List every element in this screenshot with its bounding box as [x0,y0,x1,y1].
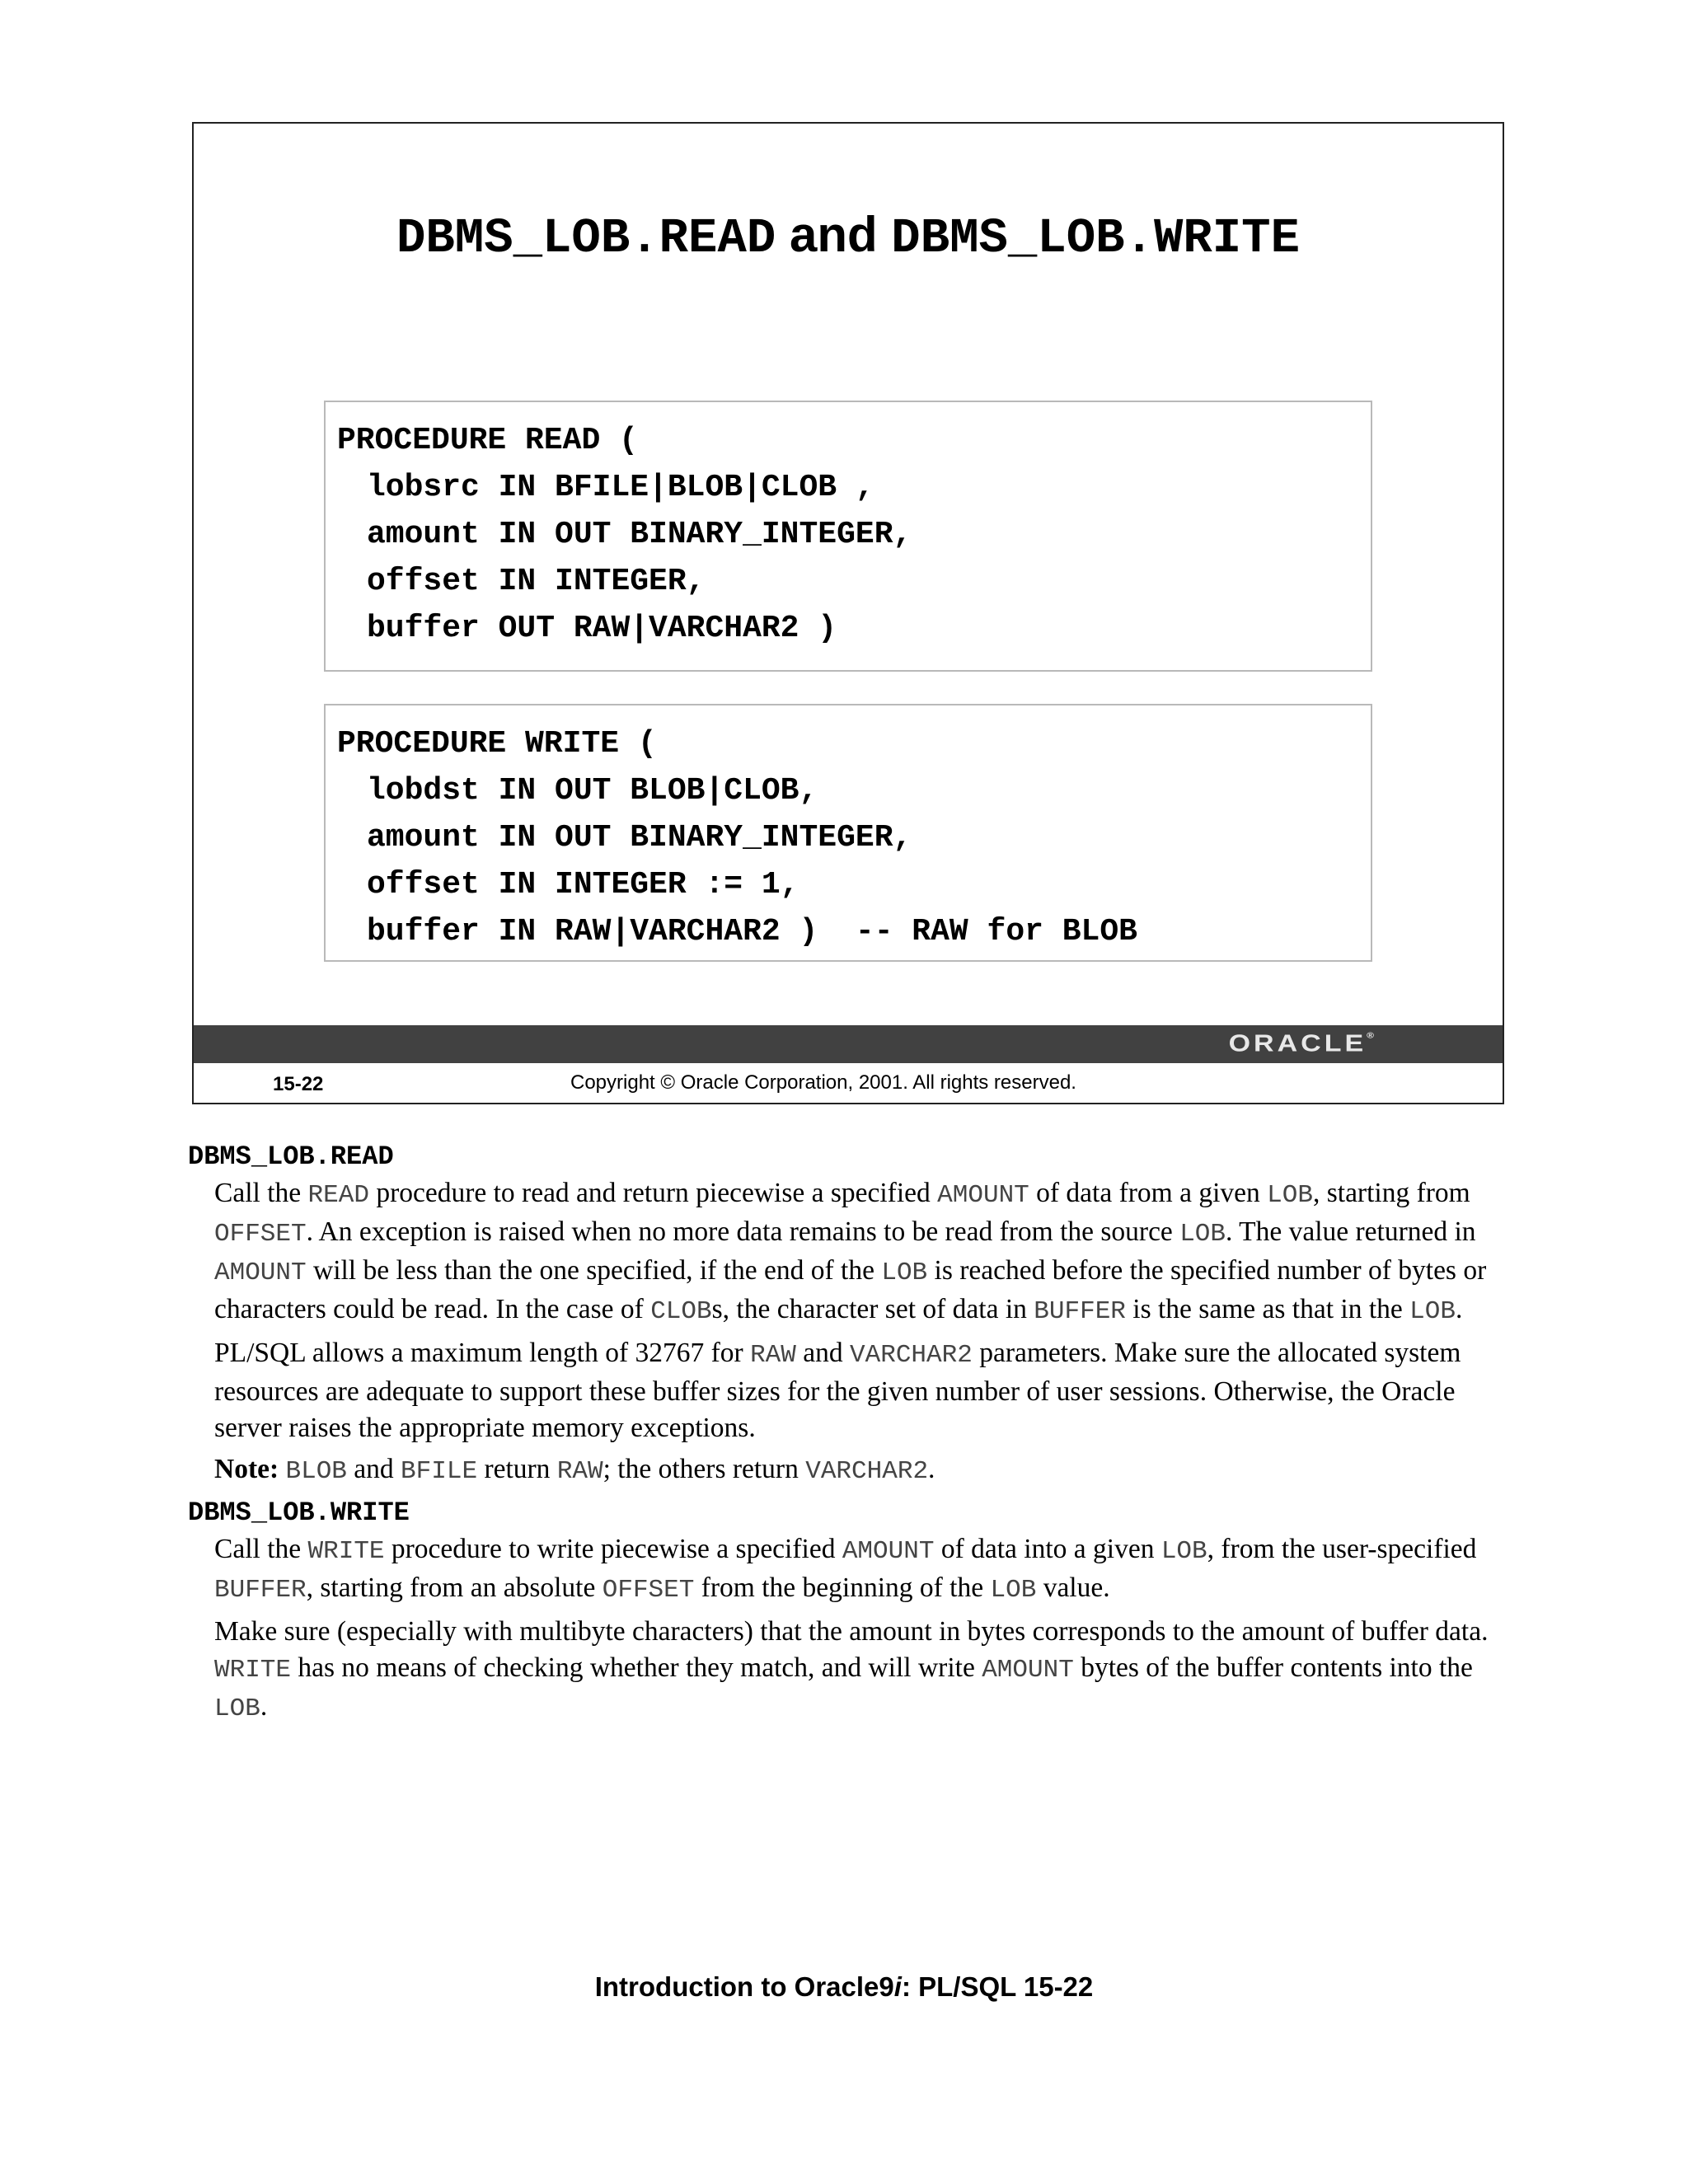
inline-code: LOB [990,1576,1037,1605]
write-paragraph-1: Call the WRITE procedure to write piecewise a specified AMOUNT of data into a given LOB, from the user-specified BUFFER, starting from an absolute OFFSET from the beginning of the LOB value. [214,1534,1477,1605]
slide-footer [194,1063,1503,1103]
oracle-logo: ORACLE® [1228,1030,1374,1057]
inline-code: WRITE [214,1656,292,1685]
inline-code: BUFFER [214,1576,307,1605]
inline-code: LOB [1160,1537,1207,1566]
page-footer: Introduction to Oracle9i: PL/SQL 15-22 [594,1971,1094,2002]
read-note: Note: BLOB and BFILE return RAW; the others return VARCHAR2. [214,1454,935,1486]
inline-code: BFILE [401,1457,478,1486]
code-line: amount IN OUT BINARY_INTEGER, [367,517,912,552]
write-heading: DBMS_LOB.WRITE [188,1497,410,1528]
title-write: DBMS_LOB.WRITE [891,211,1300,266]
inline-code: LOB [214,1694,260,1723]
inline-code: AMOUNT [842,1537,935,1566]
inline-code: LOB [881,1258,928,1287]
code-line: buffer IN RAW|VARCHAR2 ) -- RAW for BLOB [367,914,1137,949]
inline-code: LOB [1179,1220,1226,1249]
inline-code: CLOB [650,1297,712,1326]
inline-code: BLOB [285,1457,347,1486]
code-line: lobdst IN OUT BLOB|CLOB, [367,773,818,808]
write-procedure-code [324,704,1372,962]
code-line: lobsrc IN BFILE|BLOB|CLOB , [367,470,874,505]
copyright-text: Copyright © Oracle Corporation, 2001. All rights reserved. [570,1071,1076,1094]
code-line: offset IN INTEGER, [367,564,706,599]
code-line: buffer OUT RAW|VARCHAR2 ) [367,611,837,646]
inline-code: RAW [556,1457,603,1486]
read-paragraph-1: Call the READ procedure to read and return piecewise a specified AMOUNT of data from a given LOB, starting from OFFSET. An exception is raised when no more data remains to be read from the source LOB. The value returned in AMOUNT will be less than the one specified, if the end of the LOB is reached before the specified number of bytes or characters could be read. In the case of CLOBs, the character set of data in BUFFER is the same as that in the LOB. [214,1178,1487,1326]
code-line: PROCEDURE READ ( [337,423,638,458]
inline-code: RAW [750,1341,796,1370]
code-line: PROCEDURE WRITE ( [337,726,657,762]
slide [192,122,1504,1104]
note-label: Note: [214,1454,279,1484]
write-paragraph-2: Make sure (especially with multibyte characters) that the amount in bytes corresponds to the amount of buffer data. WRITE has no means of checking whether they match, and will write AMOUNT bytes of the buffer contents into the LOB. [214,1616,1489,1723]
title-and: and [789,207,878,262]
inline-code: AMOUNT [214,1258,307,1287]
read-paragraph-2: PL/SQL allows a maximum length of 32767 for RAW and VARCHAR2 parameters. Make sure the allocated system resources are adequate to support these buffer sizes for the given number of user sessions. Otherwise, the Oracle server raises the appropriate memory exceptions. [214,1338,1461,1443]
slide-title [194,206,1503,266]
inline-code: OFFSET [214,1220,307,1249]
inline-code: LOB [1267,1181,1313,1210]
inline-code: READ [307,1181,369,1210]
code-line: amount IN OUT BINARY_INTEGER, [367,820,912,855]
inline-code: VARCHAR2 [850,1341,973,1370]
inline-code: AMOUNT [982,1656,1074,1685]
code-line: offset IN INTEGER := 1, [367,867,799,902]
inline-code: VARCHAR2 [805,1457,929,1486]
inline-code: AMOUNT [937,1181,1029,1210]
inline-code: LOB [1409,1297,1456,1326]
slide-number: 15-22 [273,1073,324,1095]
slide-footer-bar [194,1025,1503,1063]
inline-code: OFFSET [602,1576,695,1605]
read-heading: DBMS_LOB.READ [188,1141,394,1172]
inline-code: WRITE [307,1537,385,1566]
notes [188,1139,1523,1732]
title-read: DBMS_LOB.READ [396,211,776,266]
inline-code: BUFFER [1034,1297,1126,1326]
read-procedure-code [324,401,1372,672]
